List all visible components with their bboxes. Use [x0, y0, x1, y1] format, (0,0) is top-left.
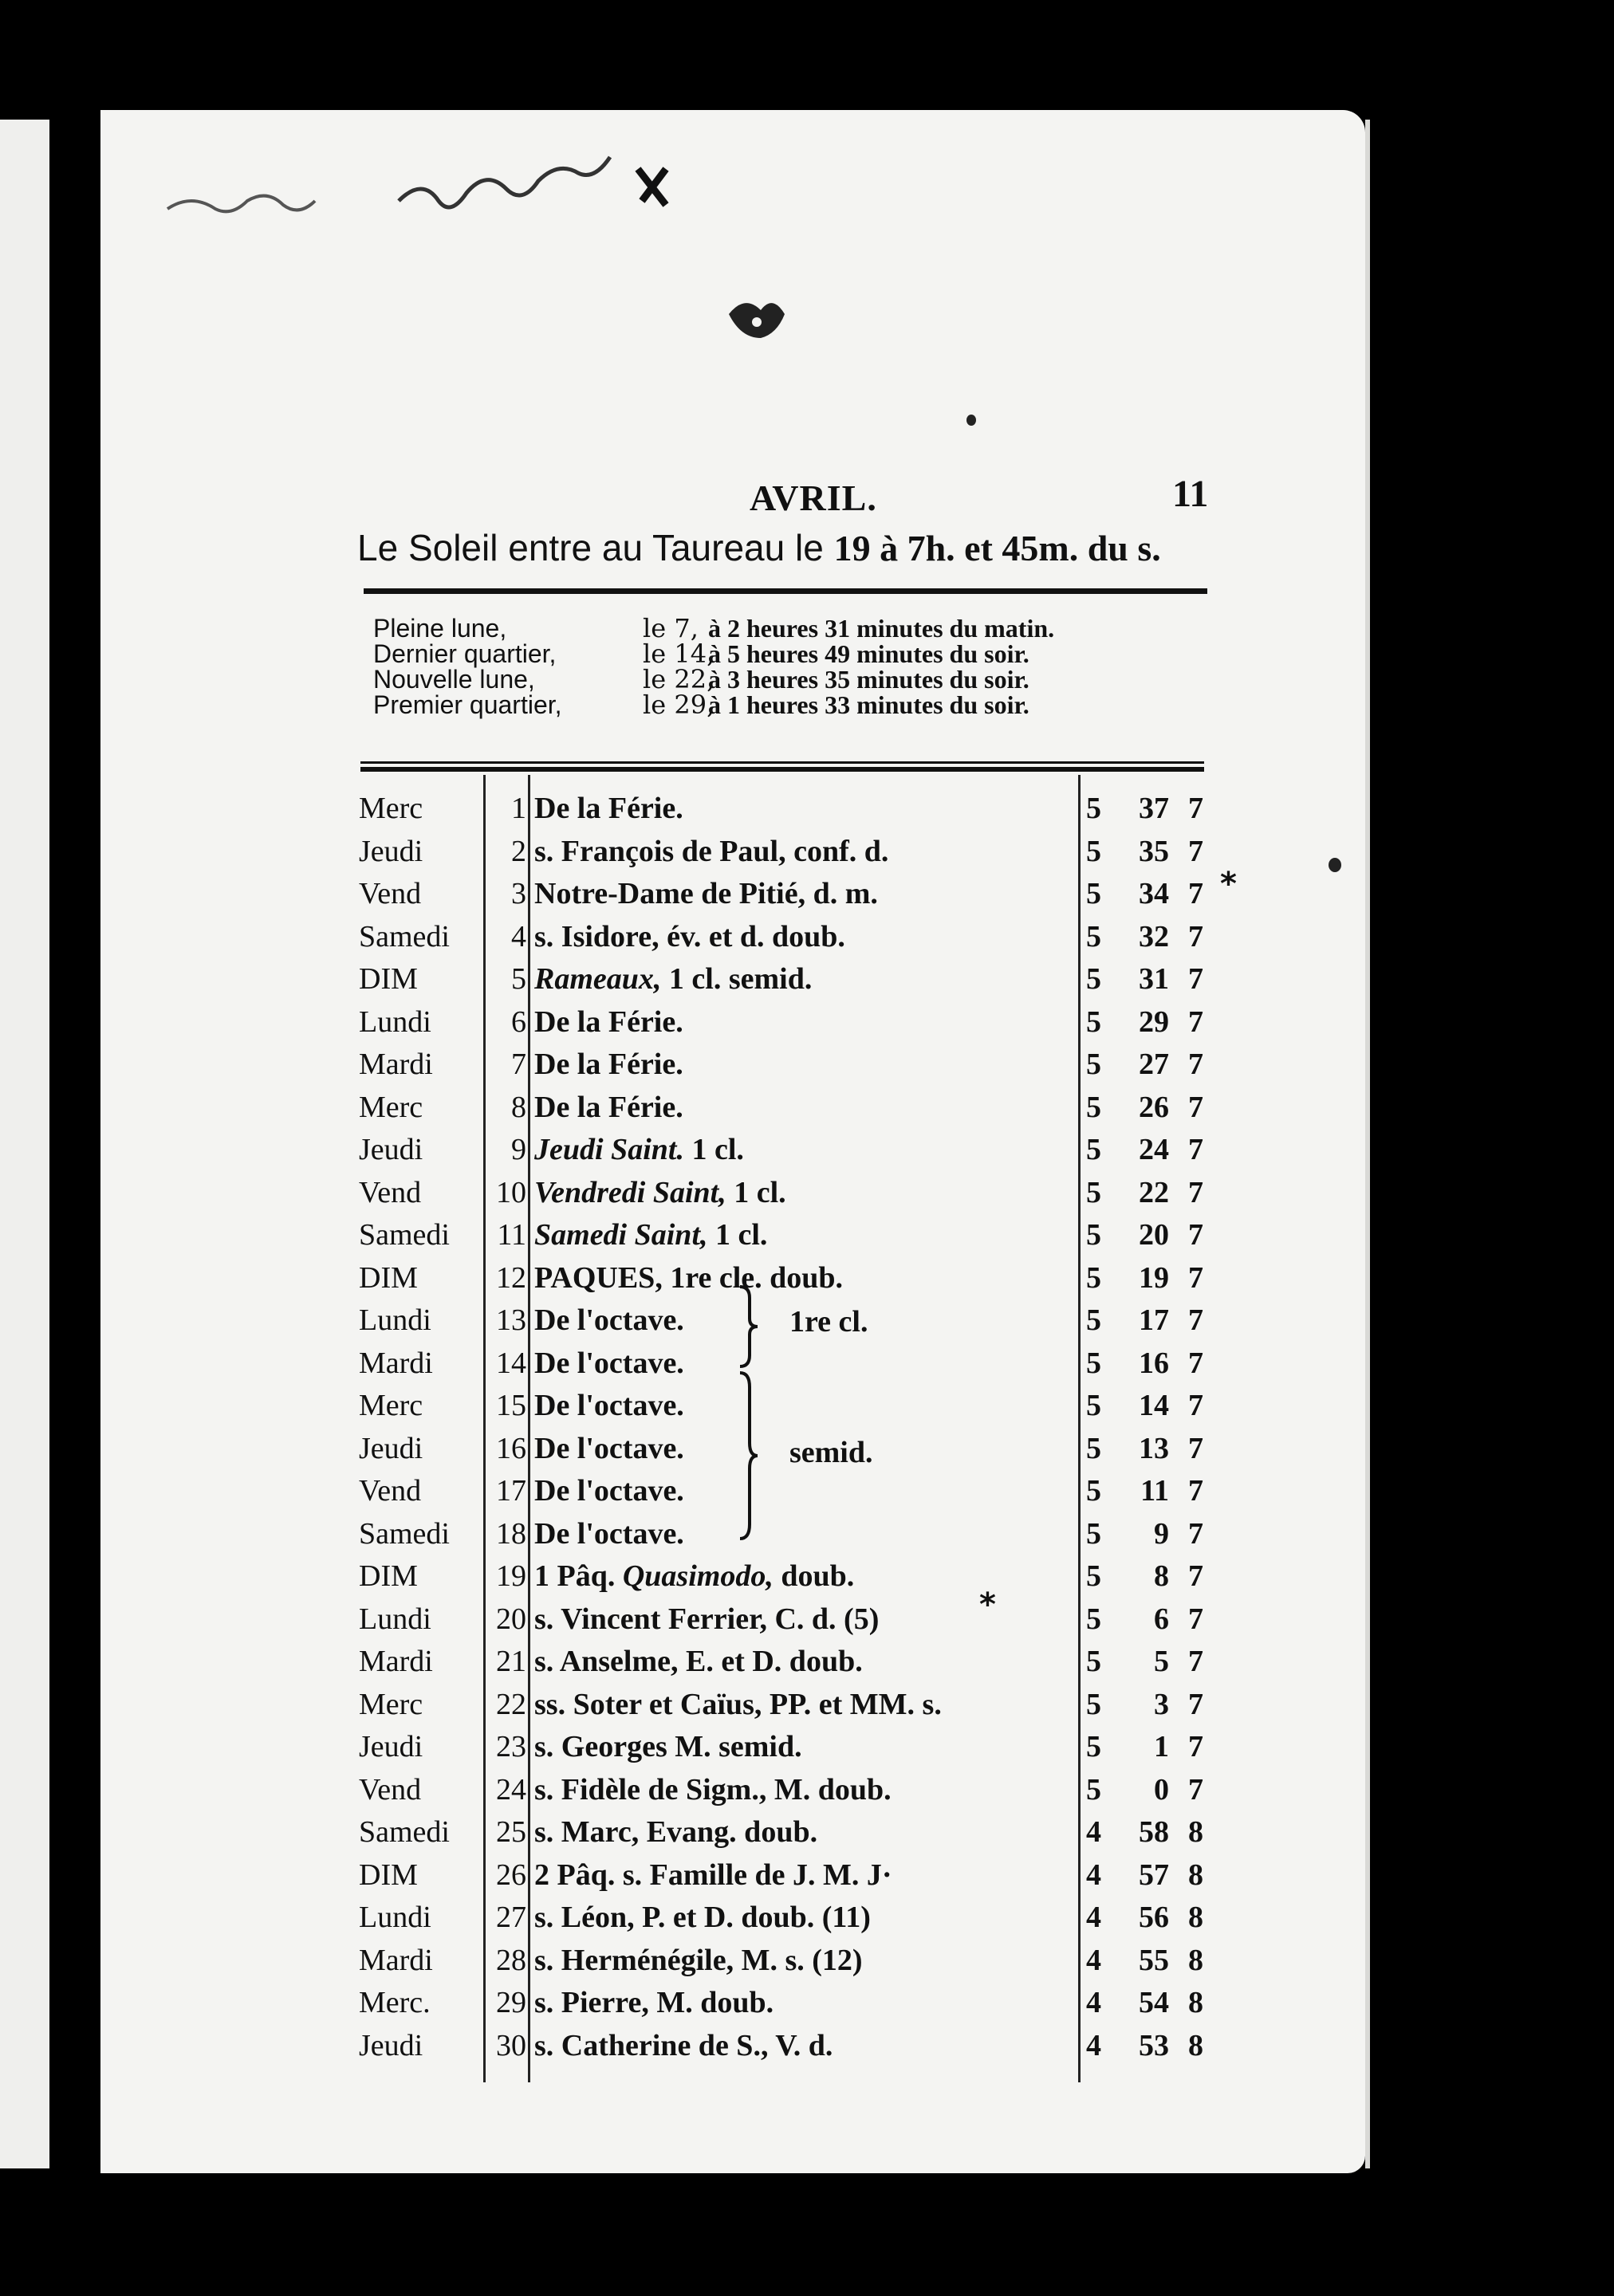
- sunset-hour: 7: [1188, 1687, 1203, 1721]
- feast-title: Vendredi Saint,: [534, 1175, 726, 1209]
- day-of-week: Merc: [359, 1090, 423, 1124]
- sunrise-hour: 4: [1086, 1901, 1101, 1934]
- sunset-hour: 8: [1188, 1986, 1203, 2019]
- phase-day: le 22,: [643, 664, 715, 694]
- page-number: 11: [1172, 473, 1209, 515]
- feast-title: Notre-Dame de Pitié, d. m.: [534, 877, 878, 910]
- month-title: AVRIL.: [750, 478, 877, 518]
- feast-title: s. Isidore, év. et d. doub.: [534, 919, 845, 953]
- sunrise-hour: 4: [1086, 1815, 1101, 1849]
- day-of-week: Samedi: [359, 919, 450, 953]
- sunrise-hour: 5: [1086, 1303, 1101, 1337]
- sunset-hour: 7: [1188, 1090, 1203, 1124]
- day-of-week: Jeudi: [359, 834, 423, 868]
- sunrise-minute: 55: [1139, 1943, 1169, 1977]
- feast-title: s. Fidèle de Sigm., M. doub.: [534, 1772, 892, 1807]
- day-number: 9: [511, 1133, 526, 1166]
- feast-suffix: 1 cl.: [707, 1218, 768, 1252]
- feast-name: [534, 1641, 863, 1684]
- sunset-hour: 7: [1188, 792, 1203, 825]
- sunset-hour: 8: [1188, 1901, 1203, 1934]
- day-of-week: DIM: [359, 1260, 418, 1295]
- day-number: 23: [496, 1730, 526, 1763]
- sunset-hour: 7: [1188, 1730, 1203, 1763]
- feast-title: 2 Pâq. s. Famille de J. M. J·: [534, 1858, 892, 1892]
- page-edge: [1365, 120, 1370, 2168]
- sunset-hour: 7: [1188, 1431, 1203, 1465]
- day-number: 27: [496, 1901, 526, 1934]
- feast-title: De la Férie.: [534, 1090, 683, 1124]
- phase-name: Premier quartier,: [373, 690, 562, 719]
- feast-name: [534, 1044, 683, 1087]
- feast-title: De l'octave.: [534, 1431, 684, 1465]
- sunrise-minute: 17: [1139, 1303, 1169, 1337]
- feast-name: [534, 873, 878, 916]
- feast-name: [534, 1257, 843, 1300]
- octave-label-second: semid.: [789, 1436, 873, 1469]
- column-divider: [528, 775, 530, 2082]
- feast-suffix: 1 cl.: [726, 1175, 786, 1209]
- feast-name: [534, 1726, 802, 1769]
- sunset-hour: 8: [1188, 1858, 1203, 1892]
- feast-title: s. Georges M. semid.: [534, 1730, 802, 1763]
- column-divider: [1078, 775, 1081, 2082]
- feast-title: s. Herménégile, M. s. (12): [534, 1943, 863, 1977]
- feast-name: [534, 1343, 684, 1386]
- brace-icon: [737, 1284, 761, 1371]
- sunset-hour: 7: [1188, 1175, 1203, 1209]
- phase-day: le 7,: [643, 613, 699, 643]
- day-number: 18: [496, 1516, 526, 1551]
- feast-name: [534, 1854, 892, 1897]
- day-number: 26: [496, 1858, 526, 1892]
- feast-title: De la Férie.: [534, 1048, 683, 1081]
- day-of-week: Mardi: [359, 1346, 433, 1380]
- feast-name: [534, 788, 683, 831]
- sunrise-hour: 5: [1086, 1645, 1101, 1678]
- feast-title: De l'octave.: [534, 1303, 684, 1337]
- feast-title: Quasimodo,: [622, 1559, 774, 1593]
- phase-name: Pleine lune,: [373, 614, 507, 643]
- sunset-hour: 7: [1188, 834, 1203, 868]
- sunrise-hour: 5: [1086, 834, 1101, 868]
- sunrise-hour: 5: [1086, 1559, 1101, 1593]
- feast-prefix: 1 Pâq.: [534, 1559, 623, 1593]
- day-number: 22: [496, 1687, 526, 1721]
- feast-title: s. Léon, P. et D. doub. (11): [534, 1901, 871, 1934]
- sunrise-minute: 54: [1139, 1986, 1169, 2019]
- sunrise-hour: 5: [1086, 877, 1101, 910]
- day-of-week: Vend: [359, 877, 422, 910]
- day-number: 20: [496, 1602, 526, 1636]
- day-of-week: Jeudi: [359, 1730, 423, 1763]
- feast-name: [534, 1811, 817, 1854]
- day-of-week: Jeudi: [359, 1133, 423, 1166]
- feast-name: [534, 916, 845, 959]
- sunrise-hour: 5: [1086, 792, 1101, 825]
- feast-title: ss. Soter et Caïus, PP. et MM. s.: [534, 1687, 942, 1721]
- feast-suffix: 1 cl.: [683, 1133, 744, 1166]
- sunrise-minute: 29: [1139, 1005, 1169, 1039]
- day-number: 16: [496, 1431, 526, 1465]
- day-number: 19: [496, 1559, 526, 1593]
- sunrise-minute: 56: [1139, 1901, 1169, 1934]
- sunrise-minute: 11: [1140, 1474, 1169, 1508]
- feast-name: [534, 1598, 879, 1641]
- sunrise-minute: 16: [1139, 1346, 1169, 1380]
- day-number: 10: [496, 1175, 526, 1209]
- feast-title: s. Catherine de S., V. d.: [534, 2028, 833, 2062]
- sunrise-minute: 58: [1139, 1815, 1169, 1849]
- sunrise-minute: 9: [1154, 1516, 1169, 1551]
- phase-name: Dernier quartier,: [373, 639, 557, 668]
- feast-name: [534, 1299, 684, 1343]
- day-number: 24: [496, 1772, 526, 1807]
- sunrise-hour: 5: [1086, 1431, 1101, 1465]
- sunrise-minute: 27: [1139, 1048, 1169, 1081]
- day-of-week: Vend: [359, 1175, 422, 1209]
- feast-title: Samedi Saint,: [534, 1218, 708, 1252]
- sunrise-hour: 5: [1086, 1005, 1101, 1039]
- sunrise-minute: 0: [1154, 1772, 1169, 1807]
- sunset-hour: 8: [1188, 1943, 1203, 1977]
- sunrise-hour: 5: [1086, 1602, 1101, 1636]
- header-rule: [364, 588, 1207, 594]
- phase-time: à 1 heures 33 minutes du soir.: [708, 690, 1029, 719]
- day-number: 17: [496, 1474, 526, 1508]
- sunrise-hour: 5: [1086, 1175, 1101, 1209]
- sunrise-minute: 13: [1139, 1431, 1169, 1465]
- day-of-week: Jeudi: [359, 1431, 423, 1465]
- sunset-hour: 8: [1188, 1815, 1203, 1849]
- sunset-hour: 7: [1188, 1346, 1203, 1380]
- sunrise-hour: 5: [1086, 1474, 1101, 1508]
- feast-name: [534, 1940, 863, 1983]
- sun-entry-text: Le Soleil entre au Taureau le: [357, 527, 834, 568]
- sunrise-hour: 5: [1086, 1730, 1101, 1763]
- day-of-week: Mardi: [359, 1048, 433, 1081]
- sunset-hour: 7: [1188, 1048, 1203, 1081]
- sunrise-minute: 37: [1139, 792, 1169, 825]
- phase-day: le 29,: [643, 690, 715, 720]
- sunrise-hour: 4: [1086, 1986, 1101, 2019]
- day-number: 25: [496, 1815, 526, 1849]
- sunset-hour: 7: [1188, 877, 1203, 910]
- sunset-hour: 7: [1188, 962, 1203, 996]
- feast-title: PAQUES, 1re cle. doub.: [534, 1260, 844, 1295]
- phase-time: à 5 heures 49 minutes du soir.: [708, 639, 1029, 668]
- day-of-week: Merc: [359, 792, 423, 825]
- sunset-hour: 7: [1188, 1005, 1203, 1039]
- day-of-week: Mardi: [359, 1645, 433, 1678]
- sunrise-hour: 5: [1086, 1346, 1101, 1380]
- sunrise-hour: 5: [1086, 1687, 1101, 1721]
- sunrise-hour: 4: [1086, 1858, 1101, 1892]
- day-of-week: Vend: [359, 1772, 422, 1807]
- feast-name: [534, 1684, 942, 1727]
- sunrise-minute: 14: [1139, 1389, 1169, 1422]
- feast-title: De la Férie.: [534, 1005, 683, 1039]
- sunset-hour: 7: [1188, 1474, 1203, 1508]
- feast-name: [534, 1897, 871, 1940]
- sunrise-hour: 5: [1086, 1133, 1101, 1166]
- day-number: 28: [496, 1943, 526, 1977]
- feast-title: s. Vincent Ferrier, C. d. (5): [534, 1602, 880, 1636]
- day-of-week: Lundi: [359, 1602, 431, 1636]
- ink-dot: [1329, 858, 1341, 872]
- sunset-hour: 7: [1188, 1559, 1203, 1593]
- feast-suffix: doub.: [773, 1559, 855, 1593]
- day-of-week: Mardi: [359, 1943, 433, 1977]
- sunset-hour: 7: [1188, 919, 1203, 953]
- day-of-week: Samedi: [359, 1516, 450, 1551]
- day-number: 3: [511, 877, 526, 910]
- day-number: 21: [496, 1645, 526, 1678]
- day-of-week: Vend: [359, 1474, 422, 1508]
- sunrise-hour: 5: [1086, 1048, 1101, 1081]
- brace-icon: [737, 1370, 761, 1542]
- sunrise-hour: 4: [1086, 1943, 1101, 1977]
- day-of-week: Merc: [359, 1389, 423, 1422]
- sun-entry-line: [357, 526, 1161, 569]
- phase-name: Nouvelle lune,: [373, 665, 535, 694]
- feast-name: [534, 1087, 683, 1130]
- day-of-week: Merc.: [359, 1986, 431, 2019]
- feast-suffix: 1 cl. semid.: [661, 962, 813, 996]
- sunrise-minute: 22: [1139, 1175, 1169, 1209]
- sunrise-minute: 5: [1154, 1645, 1169, 1678]
- sunrise-hour: 5: [1086, 1090, 1101, 1124]
- day-number: 13: [496, 1303, 526, 1337]
- feast-name: [534, 1129, 744, 1172]
- day-number: 1: [511, 792, 526, 825]
- sunset-hour: 7: [1188, 1260, 1203, 1295]
- day-of-week: Samedi: [359, 1815, 450, 1849]
- day-number: 30: [496, 2028, 526, 2062]
- table-rule-top: [360, 761, 1204, 764]
- feast-name: [534, 831, 888, 874]
- day-number: 14: [496, 1346, 526, 1380]
- sunset-hour: 7: [1188, 1218, 1203, 1252]
- sunset-hour: 7: [1188, 1602, 1203, 1636]
- feast-name: [534, 1769, 892, 1812]
- feast-name: [534, 1470, 684, 1513]
- phase-day: le 14,: [643, 639, 715, 669]
- sunrise-hour: 5: [1086, 1218, 1101, 1252]
- feast-name: [534, 1001, 683, 1044]
- sunset-hour: 7: [1188, 1772, 1203, 1807]
- sunrise-minute: 35: [1139, 834, 1169, 868]
- feast-name: [534, 1555, 854, 1598]
- day-number: 6: [511, 1005, 526, 1039]
- day-of-week: DIM: [359, 962, 418, 996]
- feast-title: De l'octave.: [534, 1389, 684, 1422]
- day-number: 11: [497, 1218, 526, 1252]
- sunrise-minute: 24: [1139, 1133, 1169, 1166]
- feast-title: Rameaux,: [534, 962, 662, 996]
- feast-title: De l'octave.: [534, 1474, 684, 1508]
- day-of-week: Lundi: [359, 1303, 431, 1337]
- sunrise-hour: 4: [1086, 2028, 1101, 2062]
- day-of-week: Samedi: [359, 1218, 450, 1252]
- margin-asterisk: *: [1220, 866, 1237, 902]
- day-number: 12: [496, 1260, 526, 1295]
- sunrise-minute: 3: [1154, 1687, 1169, 1721]
- sunrise-hour: 5: [1086, 1389, 1101, 1422]
- sunrise-minute: 53: [1139, 2028, 1169, 2062]
- sunrise-minute: 32: [1139, 919, 1169, 953]
- sunrise-minute: 57: [1139, 1858, 1169, 1892]
- day-of-week: DIM: [359, 1858, 418, 1892]
- sunrise-minute: 6: [1154, 1602, 1169, 1636]
- feast-title: De l'octave.: [534, 1346, 684, 1380]
- sunrise-minute: 20: [1139, 1218, 1169, 1252]
- day-number: 7: [511, 1048, 526, 1081]
- sunrise-hour: 5: [1086, 1516, 1101, 1551]
- day-of-week: DIM: [359, 1559, 418, 1593]
- feast-name: [534, 1385, 684, 1428]
- day-number: 8: [511, 1090, 526, 1124]
- sunrise-minute: 31: [1139, 962, 1169, 996]
- sunrise-minute: 8: [1154, 1559, 1169, 1593]
- feast-title: Jeudi Saint.: [534, 1133, 684, 1166]
- sunrise-minute: 34: [1139, 877, 1169, 910]
- margin-asterisk: *: [979, 1586, 996, 1623]
- feast-name: [534, 1982, 774, 2025]
- sunrise-hour: 5: [1086, 1260, 1101, 1295]
- feast-title: s. Anselme, E. et D. doub.: [534, 1645, 863, 1678]
- sunset-hour: 7: [1188, 1516, 1203, 1551]
- day-of-week: Jeudi: [359, 2028, 423, 2062]
- day-number: 15: [496, 1389, 526, 1422]
- sunset-hour: 7: [1188, 1133, 1203, 1166]
- day-number: 29: [496, 1986, 526, 2019]
- day-of-week: Merc: [359, 1687, 423, 1721]
- sunset-hour: 7: [1188, 1303, 1203, 1337]
- feast-title: De la Férie.: [534, 792, 683, 825]
- sunrise-hour: 5: [1086, 962, 1101, 996]
- facing-page-edge: [0, 120, 49, 2168]
- feast-name: [534, 958, 812, 1001]
- sunrise-minute: 26: [1139, 1090, 1169, 1124]
- feast-name: [534, 1428, 684, 1471]
- phase-time: à 2 heures 31 minutes du matin.: [708, 614, 1055, 643]
- sunset-hour: 7: [1188, 1389, 1203, 1422]
- sunrise-minute: 1: [1154, 1730, 1169, 1763]
- feast-name: [534, 2025, 833, 2068]
- sunrise-hour: 5: [1086, 1772, 1101, 1807]
- day-number: 4: [511, 919, 526, 953]
- sunrise-minute: 19: [1139, 1260, 1169, 1295]
- feast-name: [534, 1214, 767, 1257]
- feast-title: s. Pierre, M. doub.: [534, 1986, 774, 2019]
- handwritten-annotation: [159, 153, 686, 241]
- phase-time: à 3 heures 35 minutes du soir.: [708, 665, 1029, 694]
- day-number: 2: [511, 834, 526, 868]
- feast-title: De l'octave.: [534, 1516, 684, 1551]
- ornament-icon: [721, 290, 793, 346]
- feast-name: [534, 1513, 684, 1556]
- day-number: 5: [511, 962, 526, 996]
- sun-entry-time: 19 à 7h. et 45m. du s.: [833, 528, 1161, 568]
- feast-title: s. François de Paul, conf. d.: [534, 834, 889, 868]
- feast-title: s. Marc, Evang. doub.: [534, 1815, 818, 1849]
- day-of-week: Lundi: [359, 1901, 431, 1934]
- day-of-week: Lundi: [359, 1005, 431, 1039]
- sunset-hour: 8: [1188, 2028, 1203, 2062]
- sunset-hour: 7: [1188, 1645, 1203, 1678]
- ink-dot: [966, 415, 976, 426]
- sunrise-hour: 5: [1086, 919, 1101, 953]
- table-rule-bottom: [360, 767, 1204, 772]
- octave-label-first: 1re cl.: [789, 1305, 868, 1339]
- feast-name: [534, 1172, 786, 1215]
